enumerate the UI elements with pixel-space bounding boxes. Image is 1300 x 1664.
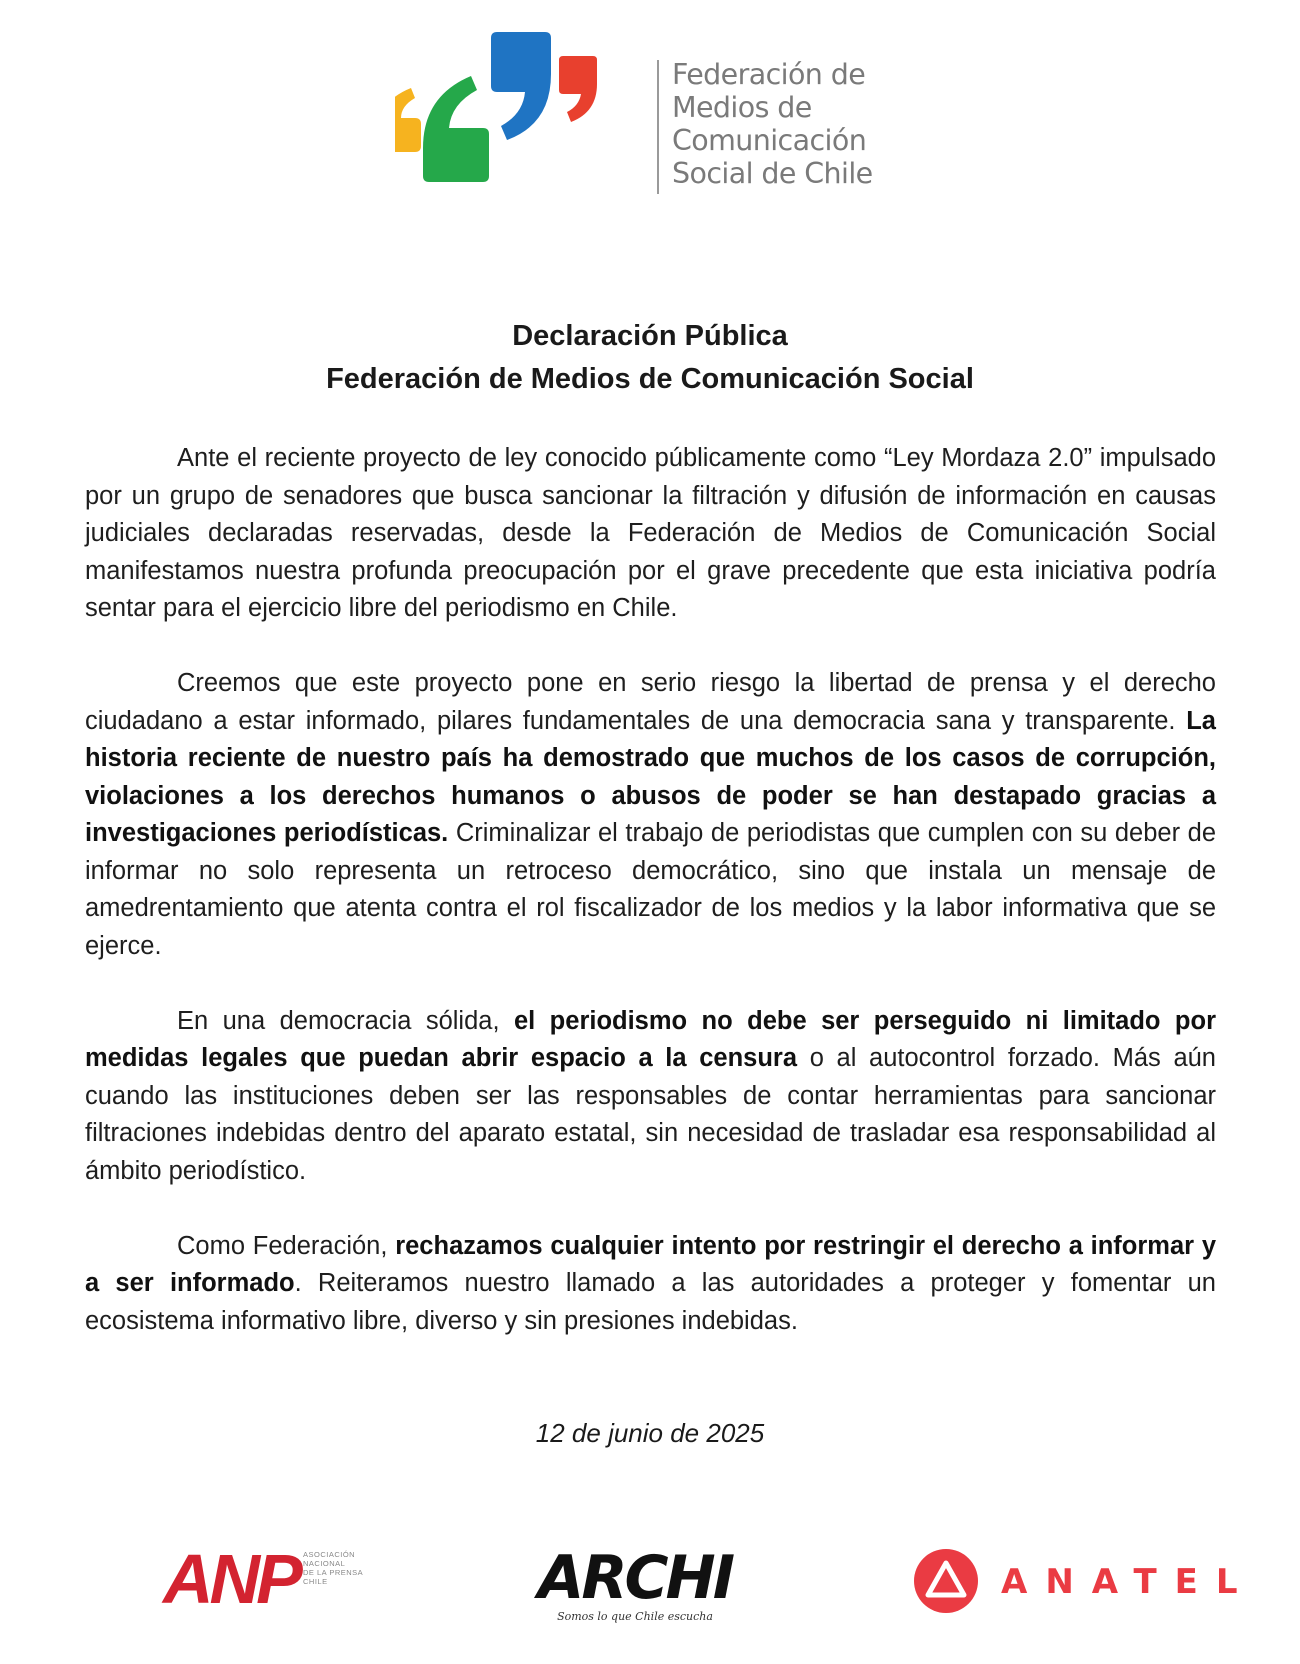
page-title: Declaración Pública — [512, 320, 788, 352]
logo-divider — [657, 60, 659, 194]
archi-logo-word: ARCHI — [537, 1543, 733, 1613]
anatel-triangle-icon — [913, 1548, 979, 1614]
anp-subtitle-line: CHILE — [303, 1577, 328, 1586]
federation-name-line: Medios de — [672, 91, 812, 124]
blue-quote-shape — [491, 32, 551, 140]
paragraph-bold-text: el periodismo no debe ser perseguido ni limitado por medidas legales que puedan abrir espacio a la censura — [85, 1006, 1216, 1072]
paragraph-text: Como Federación, — [177, 1231, 388, 1260]
anp-subtitle-line: NACIONAL — [303, 1559, 346, 1568]
quote-marks-icon — [395, 28, 645, 198]
paragraph-2 — [85, 665, 1216, 965]
anp-subtitle-line: ASOCIACIÓN — [303, 1550, 356, 1559]
paragraph-text: Criminalizar el trabajo de periodistas que cumplen con su deber de informar no solo representa un retroceso democrático, sino que instala un mensaje de amedrentamiento que atenta contra el rol fiscalizador de los medios y la labor informativa que se ejerce. — [85, 819, 1217, 960]
archi-logo-tagline: Somos lo que Chile escucha — [557, 1610, 713, 1623]
green-quote-shape — [423, 76, 489, 182]
federation-name — [672, 58, 882, 190]
archi-logo — [510, 1543, 760, 1623]
paragraph-text: En una democracia sólida, — [177, 1006, 500, 1035]
yellow-quote-shape — [395, 88, 421, 152]
anp-logo-letters: ANP — [163, 1540, 299, 1618]
anatel-logo-word: ANATEL — [1001, 1562, 1256, 1602]
paragraph-bold-text: La historia reciente de nuestro país ha demostrado que muchos de los casos de corrupción, violaciones a los derechos humanos o abusos de poder se han destapado gracias a investigaciones periodísticas. — [85, 706, 1216, 847]
paragraph-text: Ante el reciente proyecto de ley conocido públicamente como “Ley Mordaza 2.0” impulsado por un grupo de senadores que busca sancionar la filtración y difusión de información en causas judiciales declaradas reservadas, desde la Federación de Medios de Comunicación Social manifestamos nuestra profunda preocupación por el grave precedente que esta iniciativa podría sentar para el ejercicio libre del periodismo en Chile. — [85, 444, 1216, 622]
anp-logo-subtitle — [303, 1550, 383, 1586]
statement-body — [85, 440, 1216, 1378]
federation-name-line: Federación de — [672, 58, 866, 91]
paragraph-bold-text: rechazamos cualquier intento por restringir el derecho a informar y a ser informado — [85, 1231, 1217, 1297]
anp-subtitle-line: DE LA PRENSA — [303, 1568, 364, 1577]
paragraph-3 — [85, 1003, 1216, 1191]
statement-date: 12 de junio de 2025 — [535, 1418, 765, 1448]
anatel-logo — [913, 1548, 1256, 1618]
paragraph-1 — [85, 440, 1216, 628]
federation-name-line: Comunicación — [672, 124, 867, 157]
paragraph-4 — [85, 1228, 1216, 1341]
anp-logo — [163, 1540, 373, 1618]
paragraph-text: . Reiteramos nuestro llamado a las autoridades a proteger y fomentar un ecosistema informativo libre, diverso y sin presiones indebidas. — [85, 1269, 1216, 1335]
page-subtitle: Federación de Medios de Comunicación Social — [326, 363, 974, 395]
federation-name-line: Social de Chile — [672, 157, 873, 190]
federation-logo — [395, 28, 875, 198]
paragraph-text: o al autocontrol forzado. Más aún cuando las instituciones deben ser las responsables de contar herramientas para sancionar filtraciones indebidas dentro del aparato estatal, sin necesidad de trasladar esa responsabilidad al ámbito periodístico. — [85, 1044, 1216, 1185]
red-quote-shape — [559, 56, 597, 122]
paragraph-text: Creemos que este proyecto pone en serio riesgo la libertad de prensa y el derecho ciudadano a estar informado, pilares fundamentales de una democracia sana y transparente. — [85, 669, 1216, 735]
